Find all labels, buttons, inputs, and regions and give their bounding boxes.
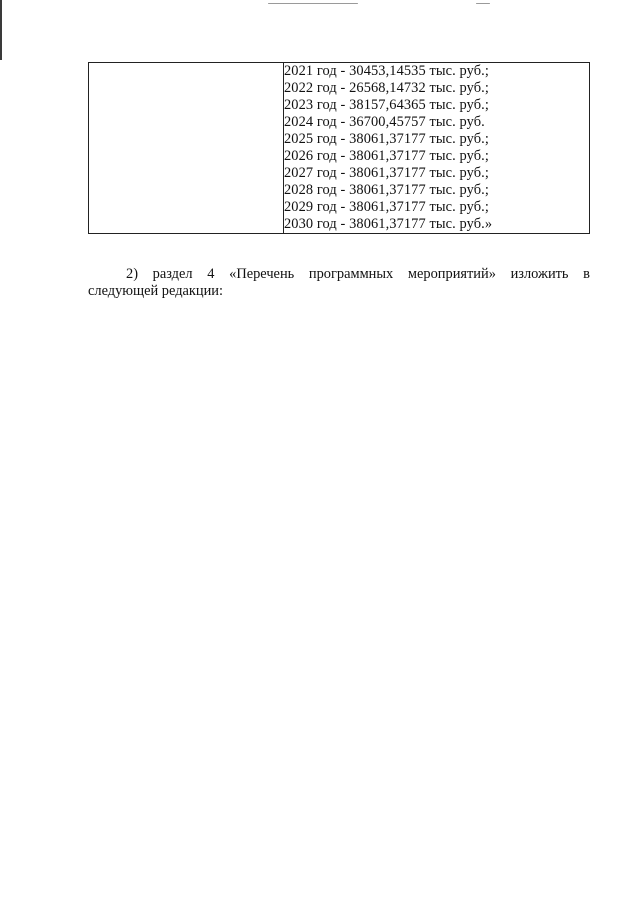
table-row: [89, 63, 590, 234]
paragraph-word: «Перечень: [229, 266, 295, 282]
amendment-paragraph: [88, 266, 590, 300]
paragraph-word: мероприятий»: [407, 266, 496, 282]
funding-year-line: 2024 год - 36700,45757 тыс. руб.: [284, 114, 485, 130]
funding-year-line: 2027 год - 38061,37177 тыс. руб.;: [284, 165, 489, 181]
funding-year-line: 2029 год - 38061,37177 тыс. руб.;: [284, 199, 489, 215]
paragraph-line-justified: [88, 266, 590, 283]
funding-year-line: 2028 год - 38061,37177 тыс. руб.;: [284, 182, 489, 198]
funding-year-line: 2026 год - 38061,37177 тыс. руб.;: [284, 148, 489, 164]
paragraph-word: 4: [207, 266, 215, 282]
paragraph-word: 2): [126, 266, 138, 282]
paragraph-word: изложить: [510, 266, 569, 282]
paragraph-word: в: [583, 266, 590, 282]
funding-year-line: 2022 год - 26568,14732 тыс. руб.;: [284, 80, 489, 96]
scan-speck: [476, 3, 490, 4]
table-cell-funding-by-year: [284, 63, 590, 234]
funding-year-line: 2023 год - 38157,64365 тыс. руб.;: [284, 97, 489, 113]
paragraph-line: следующей редакции:: [88, 283, 223, 299]
scan-speck: [268, 3, 358, 4]
funding-year-line: 2025 год - 38061,37177 тыс. руб.;: [284, 131, 489, 147]
funding-year-line: 2030 год - 38061,37177 тыс. руб.»: [284, 216, 493, 232]
funding-year-line: 2021 год - 30453,14535 тыс. руб.;: [284, 63, 489, 79]
paragraph-word: программных: [308, 266, 394, 282]
funding-table: [88, 62, 590, 234]
paragraph-word: раздел: [152, 266, 193, 282]
table-cell-empty: [89, 63, 284, 234]
scan-edge-artifact: [0, 0, 2, 60]
